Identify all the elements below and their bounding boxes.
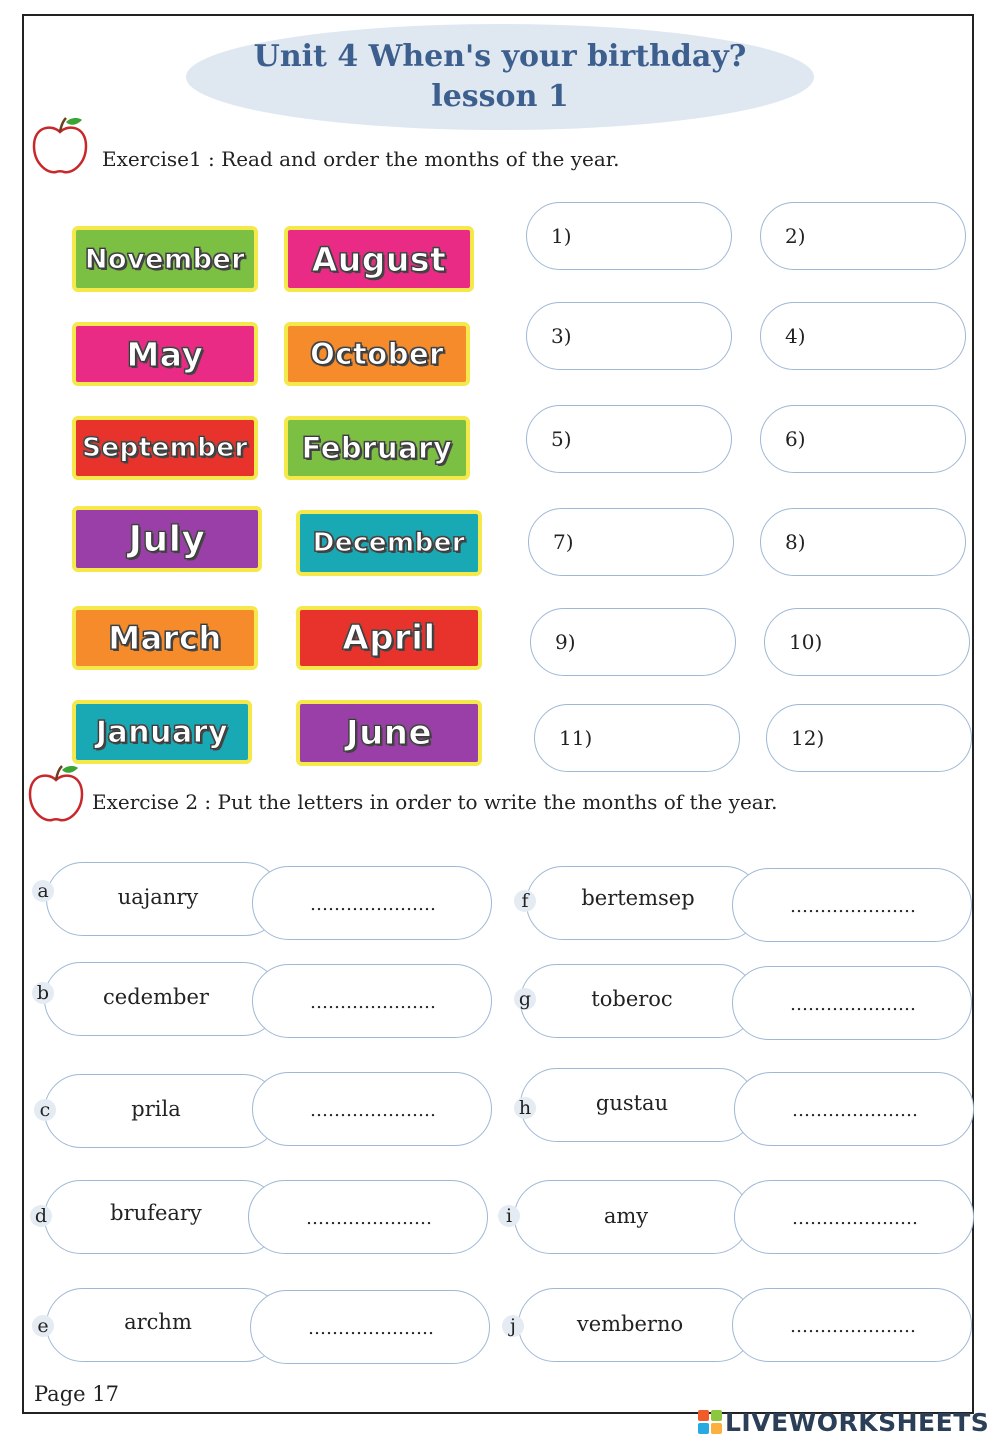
item-letter: a: [32, 880, 54, 902]
month-card-august[interactable]: August: [284, 226, 474, 292]
slot-number: 9): [555, 630, 576, 654]
slot-number: 12): [791, 726, 825, 750]
month-card-april[interactable]: April: [296, 606, 482, 670]
answer-slot-8[interactable]: [760, 508, 966, 576]
item-letter: j: [502, 1315, 524, 1337]
answer-slot-1[interactable]: [526, 202, 732, 270]
slot-number: 3): [551, 324, 572, 348]
answer-dots: …………………: [310, 992, 436, 1013]
apple-icon: [26, 762, 86, 826]
answer-dots: …………………: [792, 1100, 918, 1121]
scrambled-word: amy: [603, 1204, 649, 1228]
apple-icon: [30, 114, 90, 178]
answer-dots: …………………: [792, 1208, 918, 1229]
scrambled-word: bertemsep: [581, 886, 695, 910]
scrambled-word: uajanry: [117, 885, 199, 909]
brand-name: LIVEWORKSHEETS: [725, 1407, 990, 1437]
answer-slot-12[interactable]: [766, 704, 972, 772]
month-card-january[interactable]: January: [72, 700, 252, 764]
title-bubble: [186, 24, 814, 130]
slot-number: 7): [553, 530, 574, 554]
scrambled-word: archm: [124, 1310, 192, 1334]
answer-dots: …………………: [306, 1208, 432, 1229]
scrambled-word: prila: [131, 1097, 181, 1121]
answer-slot-3[interactable]: [526, 302, 732, 370]
answer-dots: …………………: [790, 896, 916, 917]
answer-slot-11[interactable]: [534, 704, 740, 772]
scrambled-word: gustau: [595, 1091, 669, 1115]
month-card-may[interactable]: May: [72, 322, 258, 386]
answer-slot-5[interactable]: [526, 405, 732, 473]
answer-slot-6[interactable]: [760, 405, 966, 473]
answer-slot-2[interactable]: [760, 202, 966, 270]
slot-number: 1): [551, 224, 572, 248]
page-title: Unit 4 When's your birthday?: [253, 39, 747, 74]
answer-slot-10[interactable]: [764, 608, 970, 676]
month-card-november[interactable]: November: [72, 226, 258, 292]
exercise1-instruction: Exercise1 : Read and order the months of the year.: [102, 147, 620, 171]
scrambled-word: toberoc: [591, 987, 673, 1011]
month-card-september[interactable]: September: [72, 416, 258, 480]
exercise2-instruction: Exercise 2 : Put the letters in order to write the months of the year.: [92, 790, 778, 814]
liveworksheets-logo-icon: [698, 1410, 722, 1434]
answer-slot-4[interactable]: [760, 302, 966, 370]
page-number: Page 17: [34, 1382, 119, 1406]
scrambled-word: vemberno: [576, 1312, 684, 1336]
month-card-october[interactable]: October: [284, 322, 470, 386]
slot-number: 6): [785, 427, 806, 451]
month-card-december[interactable]: December: [296, 510, 482, 576]
month-card-march[interactable]: March: [72, 606, 258, 670]
answer-slot-9[interactable]: [530, 608, 736, 676]
item-letter: c: [34, 1099, 56, 1121]
brand-watermark: [698, 1407, 989, 1437]
slot-number: 8): [785, 530, 806, 554]
answer-dots: …………………: [310, 1100, 436, 1121]
page-subtitle: lesson 1: [431, 79, 569, 114]
slot-number: 5): [551, 427, 572, 451]
item-letter: e: [32, 1315, 54, 1337]
answer-slot-7[interactable]: [528, 508, 734, 576]
slot-number: 11): [559, 726, 593, 750]
slot-number: 4): [785, 324, 806, 348]
item-letter: g: [514, 988, 536, 1010]
scrambled-word: cedember: [103, 985, 209, 1009]
answer-dots: …………………: [790, 994, 916, 1015]
item-letter: d: [30, 1205, 52, 1227]
month-card-february[interactable]: February: [284, 416, 470, 480]
slot-number: 10): [789, 630, 823, 654]
item-letter: b: [32, 982, 54, 1004]
month-card-july[interactable]: July: [72, 506, 262, 572]
item-letter: h: [514, 1097, 536, 1119]
answer-dots: …………………: [790, 1316, 916, 1337]
scrambled-word: brufeary: [110, 1201, 202, 1225]
month-card-june[interactable]: June: [296, 700, 482, 766]
item-letter: f: [514, 890, 536, 912]
answer-dots: …………………: [308, 1318, 434, 1339]
slot-number: 2): [785, 224, 806, 248]
item-letter: i: [498, 1205, 520, 1227]
answer-dots: …………………: [310, 894, 436, 915]
